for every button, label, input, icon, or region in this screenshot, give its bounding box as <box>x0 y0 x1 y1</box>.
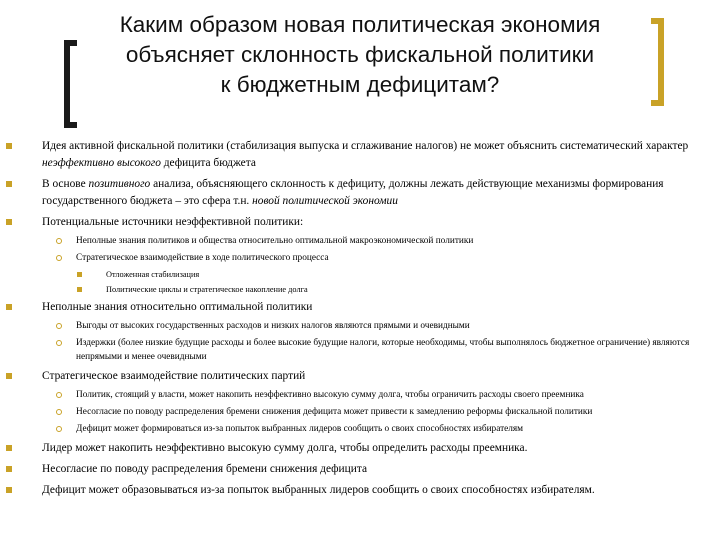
slide-title <box>70 10 650 100</box>
square-bullet-icon <box>6 466 12 472</box>
sub-bullet-item: Выгоды от высоких государственных расходов и низких налогов являются прямыми и очевидными <box>0 320 720 334</box>
slide-body <box>0 138 720 503</box>
bullet-item: В основе позитивного анализа, объясняющего склонность к дефициту, должны лежать действующие механизмы формирования государственного бюджета – это сфера т.н. новой политической экономии <box>0 176 720 210</box>
square-bullet-icon <box>6 304 12 310</box>
square-bullet-icon <box>6 445 12 451</box>
title-line-1: Каким образом новая политическая экономия <box>119 12 601 37</box>
square-bullet-icon <box>6 219 12 225</box>
circle-bullet-icon <box>56 238 62 244</box>
title-line-3: к бюджетным дефицитам? <box>220 72 500 97</box>
bullet-item: Дефицит может образовываться из-за попыток выбранных лидеров сообщить о своих способностях избирателям. <box>0 482 720 499</box>
circle-bullet-icon <box>56 392 62 398</box>
square-bullet-icon <box>77 287 82 292</box>
circle-bullet-icon <box>56 426 62 432</box>
sub-bullet-item: Неполные знания политиков и общества относительно оптимальной макроэкономической политики <box>0 235 720 249</box>
bullet-item: Потенциальные источники неэффективной политики: <box>0 214 720 231</box>
bullet-item: Идея активной фискальной политики (стабилизация выпуска и сглаживание налогов) не может объяснить систематический характер неэффективно высокого дефицита бюджета <box>0 138 720 172</box>
square-bullet-icon <box>6 143 12 149</box>
bullet-item: Стратегическое взаимодействие политических партий <box>0 368 720 385</box>
sub-bullet-item: Стратегическое взаимодействие в ходе политического процесса <box>0 252 720 266</box>
circle-bullet-icon <box>56 255 62 261</box>
square-bullet-icon <box>6 373 12 379</box>
sub-bullet-item: Политик, стоящий у власти, может накопить неэффективно высокую сумму долга, чтобы ограничить расходы своего преемника <box>0 389 720 403</box>
sub-bullet-item: Издержки (более низкие будущие расходы и более высокие будущие налоги, которые необходимы, чтобы выполнялось бюджетное ограничение) являются непрямыми и менее очевидными <box>0 337 720 364</box>
square-bullet-icon <box>6 487 12 493</box>
sub-sub-bullet-item: Политические циклы и стратегическое накопление долга <box>0 284 720 296</box>
circle-bullet-icon <box>56 323 62 329</box>
circle-bullet-icon <box>56 340 62 346</box>
title-line-2: объясняет склонность фискальной политики <box>125 42 595 67</box>
square-bullet-icon <box>77 272 82 277</box>
circle-bullet-icon <box>56 409 62 415</box>
right-bracket-decoration <box>651 18 664 106</box>
bullet-item: Несогласие по поводу распределения бремени снижения дефицита <box>0 461 720 478</box>
square-bullet-icon <box>6 181 12 187</box>
bullet-item: Неполные знания относительно оптимальной политики <box>0 299 720 316</box>
sub-bullet-item: Несогласие по поводу распределения бремени снижения дефицита может привести к замедлению реформы фискальной политики <box>0 406 720 420</box>
sub-bullet-item: Дефицит может формироваться из-за попыток выбранных лидеров сообщить о своих способностях избирателям <box>0 423 720 437</box>
sub-sub-bullet-item: Отложенная стабилизация <box>0 269 720 281</box>
bullet-item: Лидер может накопить неэффективно высокую сумму долга, чтобы определить расходы преемника. <box>0 440 720 457</box>
